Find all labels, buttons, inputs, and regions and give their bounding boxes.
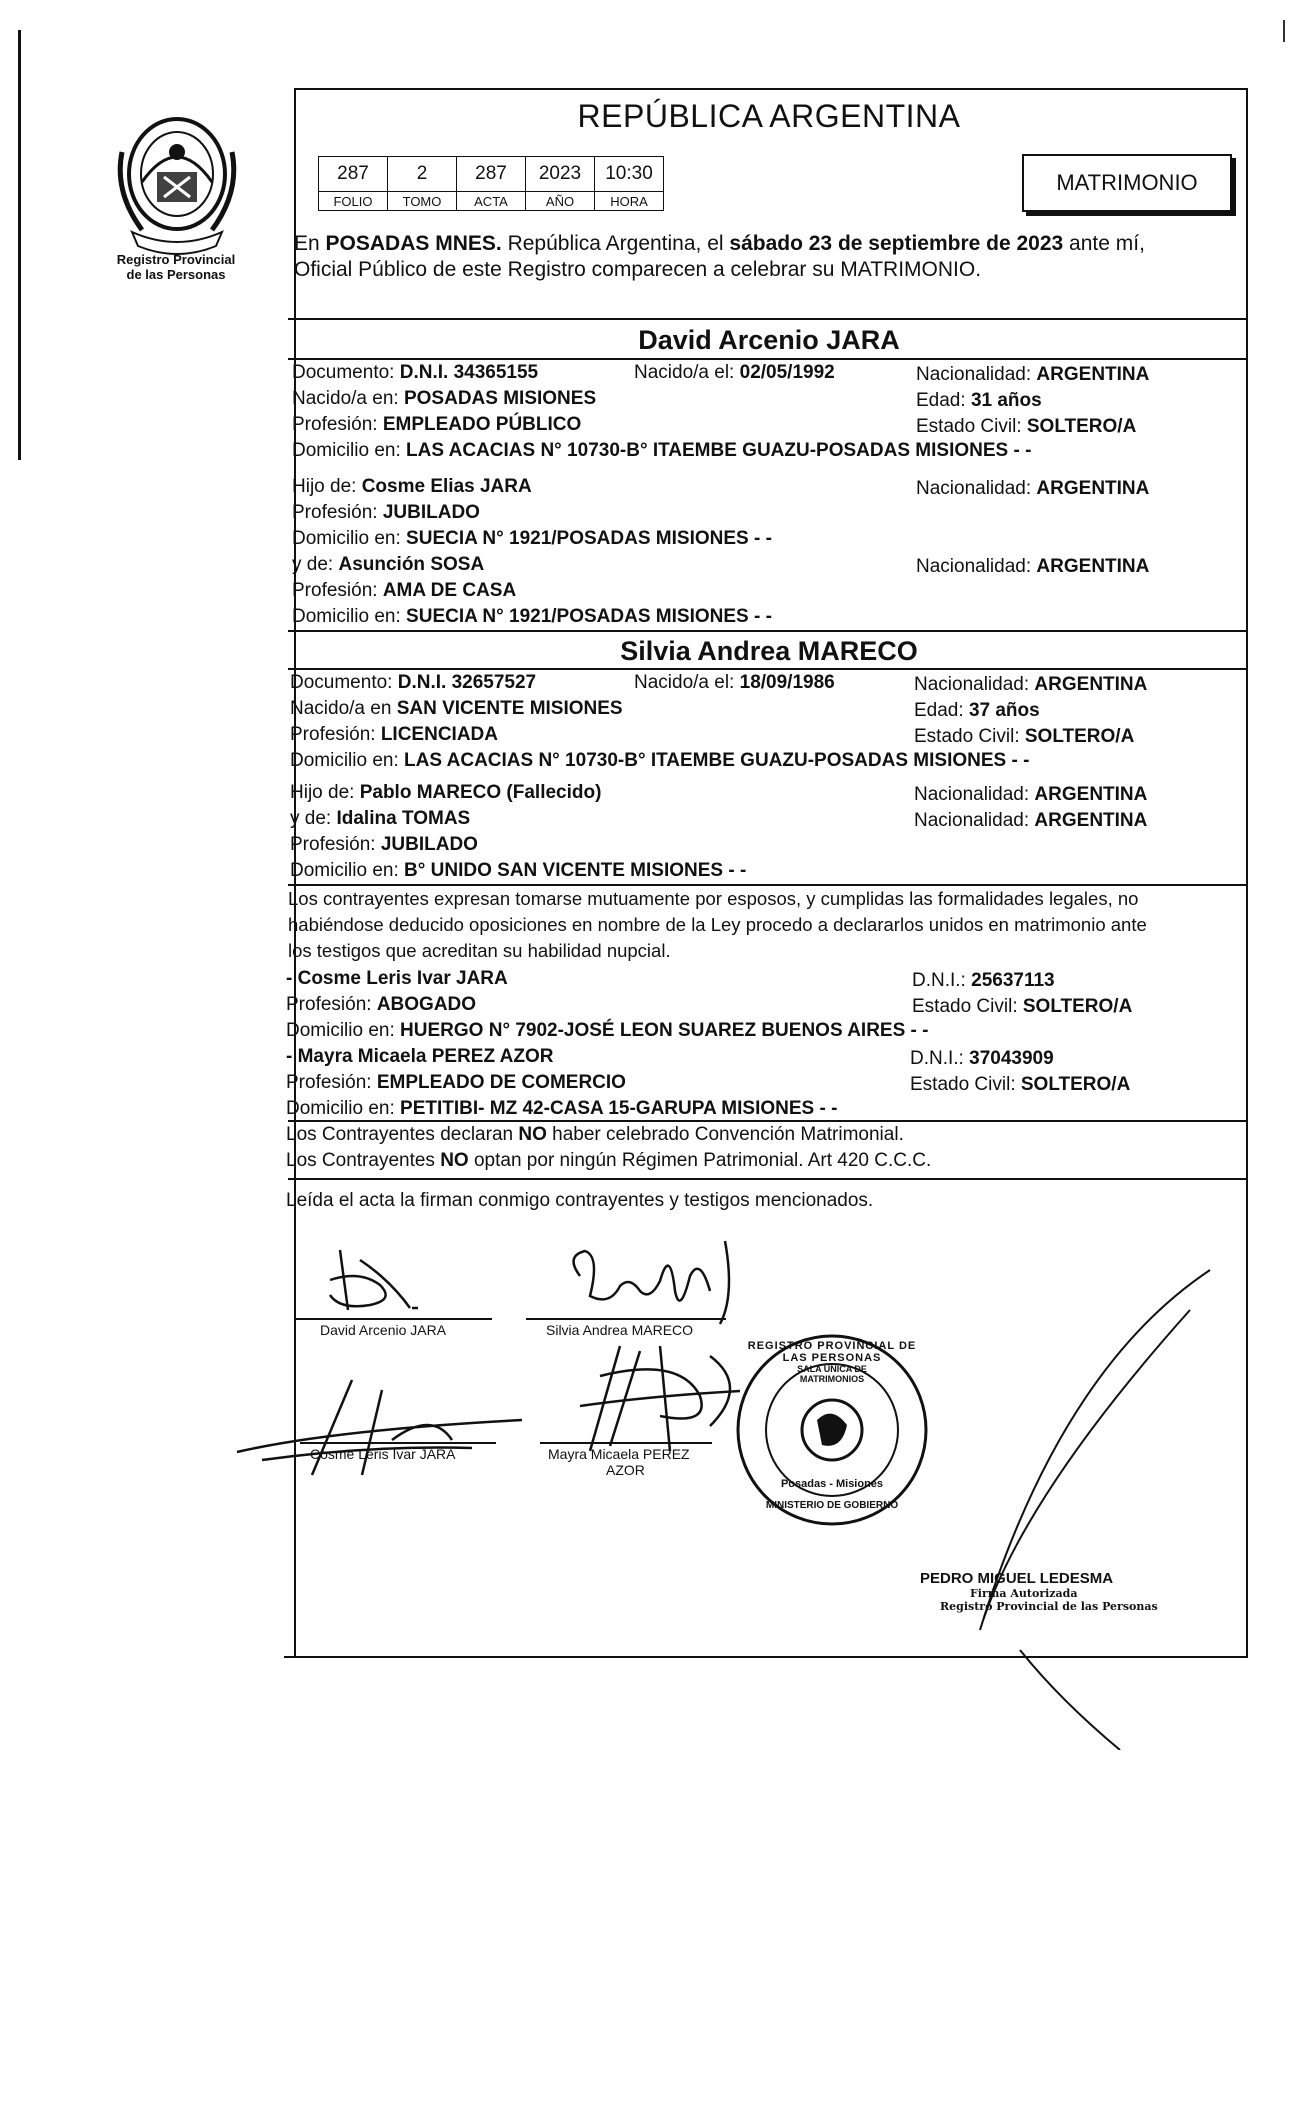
official-name: PEDRO MIGUEL LEDESMA <box>920 1570 1114 1587</box>
signature-label-david: David Arcenio JARA <box>320 1322 447 1338</box>
divider <box>288 668 1246 670</box>
spouse1-age: Edad: 31 años <box>916 390 1042 411</box>
signature-line <box>300 1442 496 1444</box>
witness1-civil-status: Estado Civil: SOLTERO/A <box>912 996 1133 1017</box>
spouse1-mother-address: Domicilio en: SUECIA N° 1921/POSADAS MISIONES - - <box>292 606 772 627</box>
spouse1-mother-profession: Profesión: AMA DE CASA <box>292 580 517 601</box>
spouse2-profession: Profesión: LICENCIADA <box>290 724 498 745</box>
signature-line <box>540 1442 712 1444</box>
divider <box>288 630 1246 632</box>
spouse1-father-nationality: Nacionalidad: ARGENTINA <box>916 478 1150 499</box>
spouse1-mother-nationality: Nacionalidad: ARGENTINA <box>916 556 1150 577</box>
hour-label: HORA <box>595 192 664 211</box>
spouse2-parents-address: Domicilio en: B° UNIDO SAN VICENTE MISIONES - - <box>290 860 747 881</box>
spouse2-birth-date: Nacido/a el: 18/09/1986 <box>634 672 835 693</box>
witness1-profession: Profesión: ABOGADO <box>286 994 477 1015</box>
year-label: AÑO <box>526 192 595 211</box>
scan-mark <box>1283 20 1285 42</box>
witness2-name: - Mayra Micaela PEREZ AZOR <box>286 1046 554 1067</box>
declaration-line-3: los testigos que acreditan su habilidad nupcial. <box>288 940 671 961</box>
spouse1-father: Hijo de: Cosme Elias JARA <box>292 476 532 497</box>
signature-david <box>300 1240 440 1320</box>
signature-label-mayra-1: Mayra Micaela PEREZ <box>548 1446 690 1462</box>
convention-line-1: Los Contrayentes declaran NO haber celebrado Convención Matrimonial. <box>286 1124 904 1145</box>
intro-line-2: Oficial Público de este Registro comparecen a celebrar su MATRIMONIO. <box>294 258 982 281</box>
divider <box>288 1120 1246 1122</box>
stamp-bottom-text: Posadas - Misiones <box>780 1478 884 1490</box>
spouse2-parents-profession: Profesión: JUBILADO <box>290 834 478 855</box>
record-type-badge: MATRIMONIO <box>1022 154 1232 212</box>
witness1-name: - Cosme Leris Ivar JARA <box>286 968 508 989</box>
spouse2-age: Edad: 37 años <box>914 700 1040 721</box>
declaration-line-2: habiéndose deducido oposiciones en nombre de la Ley procedo a declararlos unidos en matrimonio ante <box>288 914 1147 935</box>
stamp-gov-text: MINISTERIO DE GOBIERNO <box>765 1500 899 1511</box>
spouse2-document: Documento: D.N.I. 32657527 <box>290 672 537 693</box>
signature-mayra <box>560 1336 760 1456</box>
spouse1-birth-date: Nacido/a el: 02/05/1992 <box>634 362 835 383</box>
witness1-address: Domicilio en: HUERGO N° 7902-JOSÉ LEON SUAREZ BUENOS AIRES - - <box>286 1020 929 1041</box>
divider <box>288 318 1246 320</box>
divider <box>288 358 1246 360</box>
closing-statement: Leída el acta la firman conmigo contrayentes y testigos mencionados. <box>286 1190 874 1211</box>
signature-label-mayra-2: AZOR <box>606 1462 645 1478</box>
stamp-inner-text: SALA ÚNICA DE MATRIMONIOS <box>797 1364 867 1384</box>
witness2-address: Domicilio en: PETITIBI- MZ 42-CASA 15-GARUPA MISIONES - - <box>286 1098 838 1119</box>
folio-value: 287 <box>319 157 388 192</box>
folio-label: FOLIO <box>319 192 388 211</box>
spouse1-mother: y de: Asunción SOSA <box>292 554 485 575</box>
divider <box>288 1178 1246 1180</box>
acta-label: ACTA <box>457 192 526 211</box>
intro-line-1: En POSADAS MNES. República Argentina, el sábado 23 de septiembre de 2023 ante mí, <box>294 232 1145 255</box>
registry-label: Registro Provincial de las Personas <box>116 252 236 282</box>
signature-line <box>296 1318 492 1320</box>
hour-value: 10:30 <box>595 157 664 192</box>
official-office: Registro Provincial de las Personas <box>940 1600 1158 1613</box>
spouse1-nationality: Nacionalidad: ARGENTINA <box>916 364 1150 385</box>
declaration-line-1: Los contrayentes expresan tomarse mutuamente por esposos, y cumplidas las formalidades legales, no <box>288 888 1139 909</box>
witness2-civil-status: Estado Civil: SOLTERO/A <box>910 1074 1131 1095</box>
spouse1-civil-status: Estado Civil: SOLTERO/A <box>916 416 1137 437</box>
spouse2-birth-place: Nacido/a en SAN VICENTE MISIONES <box>290 698 623 719</box>
document-title: REPÚBLICA ARGENTINA <box>577 98 961 134</box>
spouse1-document: Documento: D.N.I. 34365155 <box>292 362 539 383</box>
scan-edge-line <box>18 30 21 460</box>
signature-silvia <box>560 1236 740 1326</box>
convention-line-2: Los Contrayentes NO optan por ningún Régimen Patrimonial. Art 420 C.C.C. <box>286 1150 932 1171</box>
spouse2-father-nationality: Nacionalidad: ARGENTINA <box>914 784 1148 805</box>
divider <box>288 884 1246 886</box>
spouse1-father-profession: Profesión: JUBILADO <box>292 502 480 523</box>
spouse2-mother: y de: Idalina TOMAS <box>290 808 471 829</box>
witness2-dni: D.N.I.: 37043909 <box>910 1048 1054 1069</box>
signature-line <box>526 1318 726 1320</box>
stamp-outer-text: REGISTRO PROVINCIAL DE LAS PERSONAS <box>747 1340 917 1364</box>
tomo-label: TOMO <box>388 192 457 211</box>
spouse1-father-address: Domicilio en: SUECIA N° 1921/POSADAS MISIONES - - <box>292 528 772 549</box>
witness1-dni: D.N.I.: 25637113 <box>912 970 1055 991</box>
record-reference-table <box>318 156 664 211</box>
official-role: Firma Autorizada <box>970 1587 1078 1600</box>
year-value: 2023 <box>526 157 595 192</box>
signature-label-cosme: Cosme Leris Ivar JARA <box>310 1446 456 1462</box>
spouse1-address: Domicilio en: LAS ACACIAS N° 10730-B° ITAEMBE GUAZU-POSADAS MISIONES - - <box>292 440 1032 461</box>
tomo-value: 2 <box>388 157 457 192</box>
spouse2-father: Hijo de: Pablo MARECO (Fallecido) <box>290 782 602 803</box>
acta-value: 287 <box>457 157 526 192</box>
spouse1-profession: Profesión: EMPLEADO PÚBLICO <box>292 414 582 435</box>
spouse2-name: Silvia Andrea MARECO <box>620 636 918 666</box>
signature-cosme <box>232 1370 532 1480</box>
witness2-profession: Profesión: EMPLEADO DE COMERCIO <box>286 1072 626 1093</box>
spouse2-mother-nationality: Nacionalidad: ARGENTINA <box>914 810 1148 831</box>
spouse2-civil-status: Estado Civil: SOLTERO/A <box>914 726 1135 747</box>
spouse1-name: David Arcenio JARA <box>638 325 900 355</box>
spouse2-nationality: Nacionalidad: ARGENTINA <box>914 674 1148 695</box>
official-signature <box>940 1250 1260 1750</box>
official-block <box>920 1570 1158 1613</box>
signature-label-silvia: Silvia Andrea MARECO <box>546 1322 694 1338</box>
spouse1-birth-place: Nacido/a en: POSADAS MISIONES <box>292 388 597 409</box>
spouse2-address: Domicilio en: LAS ACACIAS N° 10730-B° ITAEMBE GUAZU-POSADAS MISIONES - - <box>290 750 1030 771</box>
